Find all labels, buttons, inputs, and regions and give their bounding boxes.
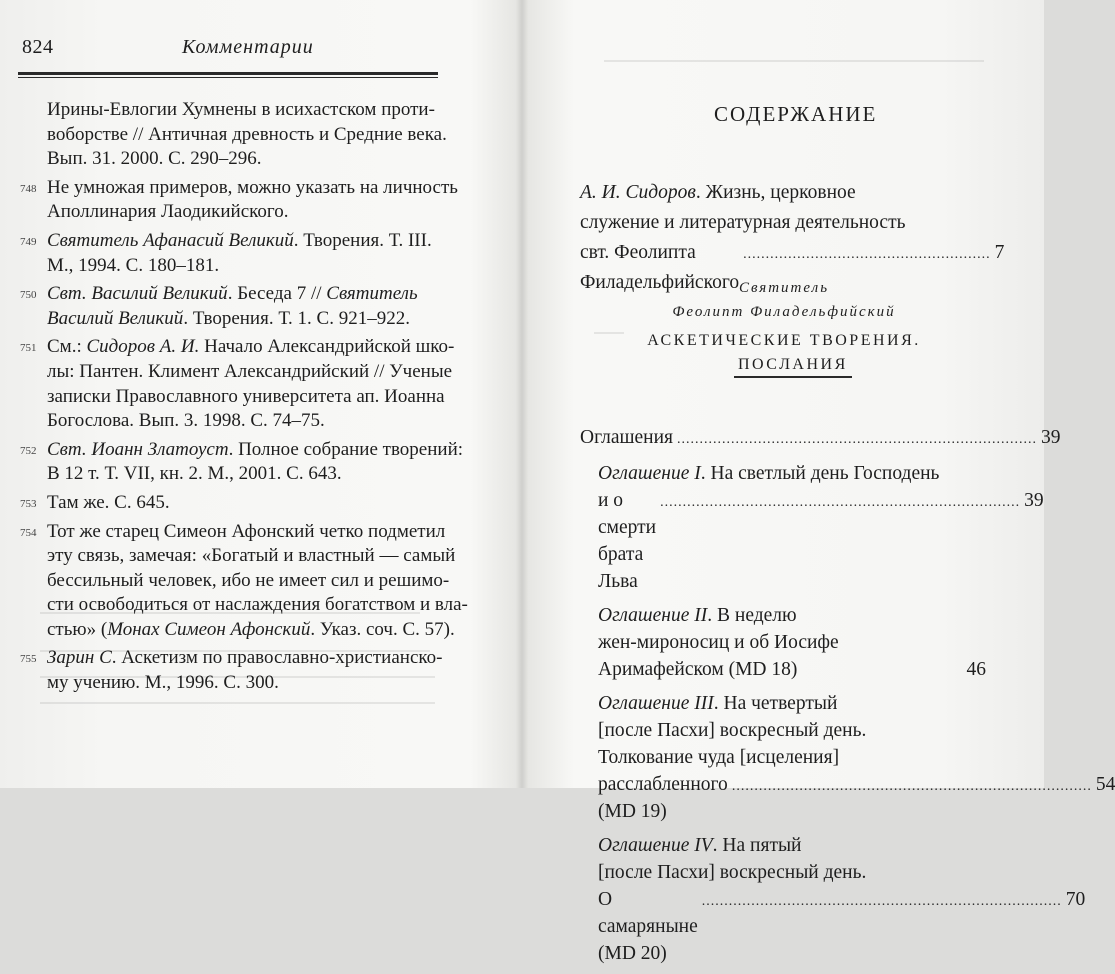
- toc-line: Аримафейском (MD 18): [598, 659, 798, 680]
- toc-line: расслабленного (MD 19): [598, 774, 728, 822]
- left-page: [0, 0, 520, 788]
- toc-list: [580, 424, 1115, 974]
- toc-page-number: 39: [1041, 427, 1061, 448]
- running-head-title: Комментарии: [182, 36, 314, 58]
- note-line: воборстве // Античная древность и Средние века.: [47, 123, 447, 145]
- note-line: стью» (Монах Симеон Афонский. Указ. соч. С. 57).: [47, 618, 455, 640]
- note-number: 752: [20, 444, 37, 457]
- note-line: Василий Великий. Творения. Т. 1. С. 921–922.: [47, 307, 410, 329]
- toc-page-number: 39: [1024, 490, 1044, 511]
- show-through-text: [40, 702, 435, 704]
- toc-line-with-page: [598, 656, 986, 683]
- note-line: В 12 т. Т. VII, кн. 2. М., 2001. С. 643.: [47, 463, 342, 485]
- toc-page-number: 7: [994, 242, 1005, 263]
- note-line: бессильный человек, ибо не имеет сил и решимо-: [47, 569, 450, 591]
- leader-dots: ................................................................................: [677, 432, 1037, 447]
- toc-line: Оглашение II. В неделю: [598, 605, 797, 626]
- section-heading: АСКЕТИЧЕСКИЕ ТВОРЕНИЯ.: [647, 332, 921, 349]
- toc-line: Толкование чуда [исцеления]: [598, 747, 840, 768]
- note-line: записки Православного университета ап. Иоанна: [47, 385, 445, 407]
- toc-page-number: 46: [966, 659, 986, 680]
- toc-entry: [580, 832, 1086, 967]
- toc-entry: [580, 424, 1061, 453]
- footnotes: [20, 98, 468, 700]
- note-749: [20, 229, 450, 278]
- note-line: Тот же старец Симеон Афонский четко подметил: [47, 520, 446, 542]
- note-line: Вып. 31. 2000. С. 290–296.: [47, 148, 262, 170]
- note-line: М., 1994. С. 180–181.: [47, 254, 220, 276]
- note-line: Аполлинария Лаодикийского.: [47, 201, 289, 223]
- note-line: Зарин С. Аскетизм по православно-христианско-: [47, 647, 443, 669]
- toc-line: Оглашение I. На светлый день Господень: [598, 463, 940, 484]
- note-748: [20, 176, 458, 225]
- toc-line: Оглашение III. На четвертый: [598, 693, 838, 714]
- note-line: Не умножая примеров, можно указать на личность: [47, 176, 458, 198]
- show-through-text: [604, 60, 984, 62]
- toc-line: Оглашение IV. На пятый: [598, 835, 802, 856]
- toc-line: [после Пасхи] воскресный день.: [598, 862, 867, 883]
- toc-line: и о смерти брата Льва: [598, 490, 657, 592]
- toc-line: служение и литературная деятельность: [580, 212, 906, 233]
- note-number: 755: [20, 653, 37, 666]
- toc-entry: [580, 460, 1044, 595]
- page-number: 824: [22, 36, 54, 58]
- show-through-text: [40, 612, 420, 614]
- note-750: [20, 282, 450, 331]
- header-rule: [18, 72, 438, 75]
- note-line: сти освободиться от наслаждения богатством и вла-: [47, 594, 468, 616]
- note-754: [20, 520, 468, 643]
- toc-entry: [580, 690, 1115, 825]
- toc-line-with-page: [598, 771, 1115, 825]
- note-number: 750: [20, 289, 37, 302]
- toc-line-with-page: [598, 487, 1044, 595]
- note-number: 751: [20, 342, 37, 355]
- leader-dots: .......................................................: [743, 247, 991, 262]
- leader-dots: ................................................................................: [731, 779, 1092, 794]
- note-752: [20, 438, 464, 487]
- note-line: Свт. Василий Великий. Беседа 7 // Святитель: [47, 283, 418, 305]
- author-name: Феолипт Филадельфийский: [672, 304, 896, 320]
- leader-dots: ................................................................................: [701, 894, 1062, 909]
- note-line: эту связь, замечая: «Богатый и властный — самый: [47, 545, 456, 567]
- note-line: лы: Пантен. Климент Александрийский // Ученые: [47, 360, 453, 382]
- toc-title: СОДЕРЖАНИЕ: [714, 102, 878, 126]
- show-through-text: [40, 676, 435, 678]
- note-number: 754: [20, 526, 37, 539]
- note-751: [20, 335, 455, 433]
- toc-line: жен-мироносиц и об Иосифе: [598, 632, 839, 653]
- right-page: [524, 0, 1115, 964]
- toc-line-with-page: [580, 424, 1061, 453]
- note-number: 749: [20, 235, 37, 248]
- show-through-text: [40, 650, 430, 652]
- header-rule-thin: [18, 77, 438, 78]
- toc-entry: [580, 602, 986, 683]
- toc-page-number: 54: [1095, 774, 1115, 795]
- author-title: Святитель: [738, 280, 830, 296]
- note-755: [20, 646, 450, 695]
- toc-line-with-page: [598, 886, 1086, 967]
- toc-page-number: 70: [1065, 889, 1086, 910]
- note-753: [20, 491, 450, 516]
- leader-dots: ................................................................................: [660, 495, 1021, 510]
- toc-line: О самаряныне (MD 20): [598, 889, 698, 964]
- note-line: Святитель Афанасий Великий. Творения. Т. III.: [47, 229, 432, 251]
- toc-line: А. И. Сидоров. Жизнь, церковное: [580, 182, 856, 203]
- running-head: [22, 36, 440, 62]
- author-heading: [524, 276, 1044, 324]
- note-line: См.: Сидоров А. И. Начало Александрийской шко-: [47, 336, 455, 358]
- note-number: 753: [20, 497, 37, 510]
- note-continued: [20, 98, 450, 172]
- note-number: 748: [20, 182, 37, 195]
- subsection-heading: ПОСЛАНИЯ: [734, 356, 852, 378]
- note-line: Свт. Иоанн Златоуст. Полное собрание творений:: [47, 438, 464, 460]
- toc-line: свт. Феолипта Филадельфийского: [580, 242, 740, 293]
- toc-line: [после Пасхи] воскресный день.: [598, 720, 867, 741]
- note-line: му учению. М., 1996. С. 300.: [47, 672, 279, 694]
- note-line: Богослова. Вып. 3. 1998. С. 74–75.: [47, 410, 325, 432]
- toc-line: Оглашения: [580, 427, 673, 448]
- note-line: Там же. С. 645.: [47, 491, 170, 513]
- note-line: Ирины-Евлогии Хумнены в исихастском проти-: [47, 99, 435, 120]
